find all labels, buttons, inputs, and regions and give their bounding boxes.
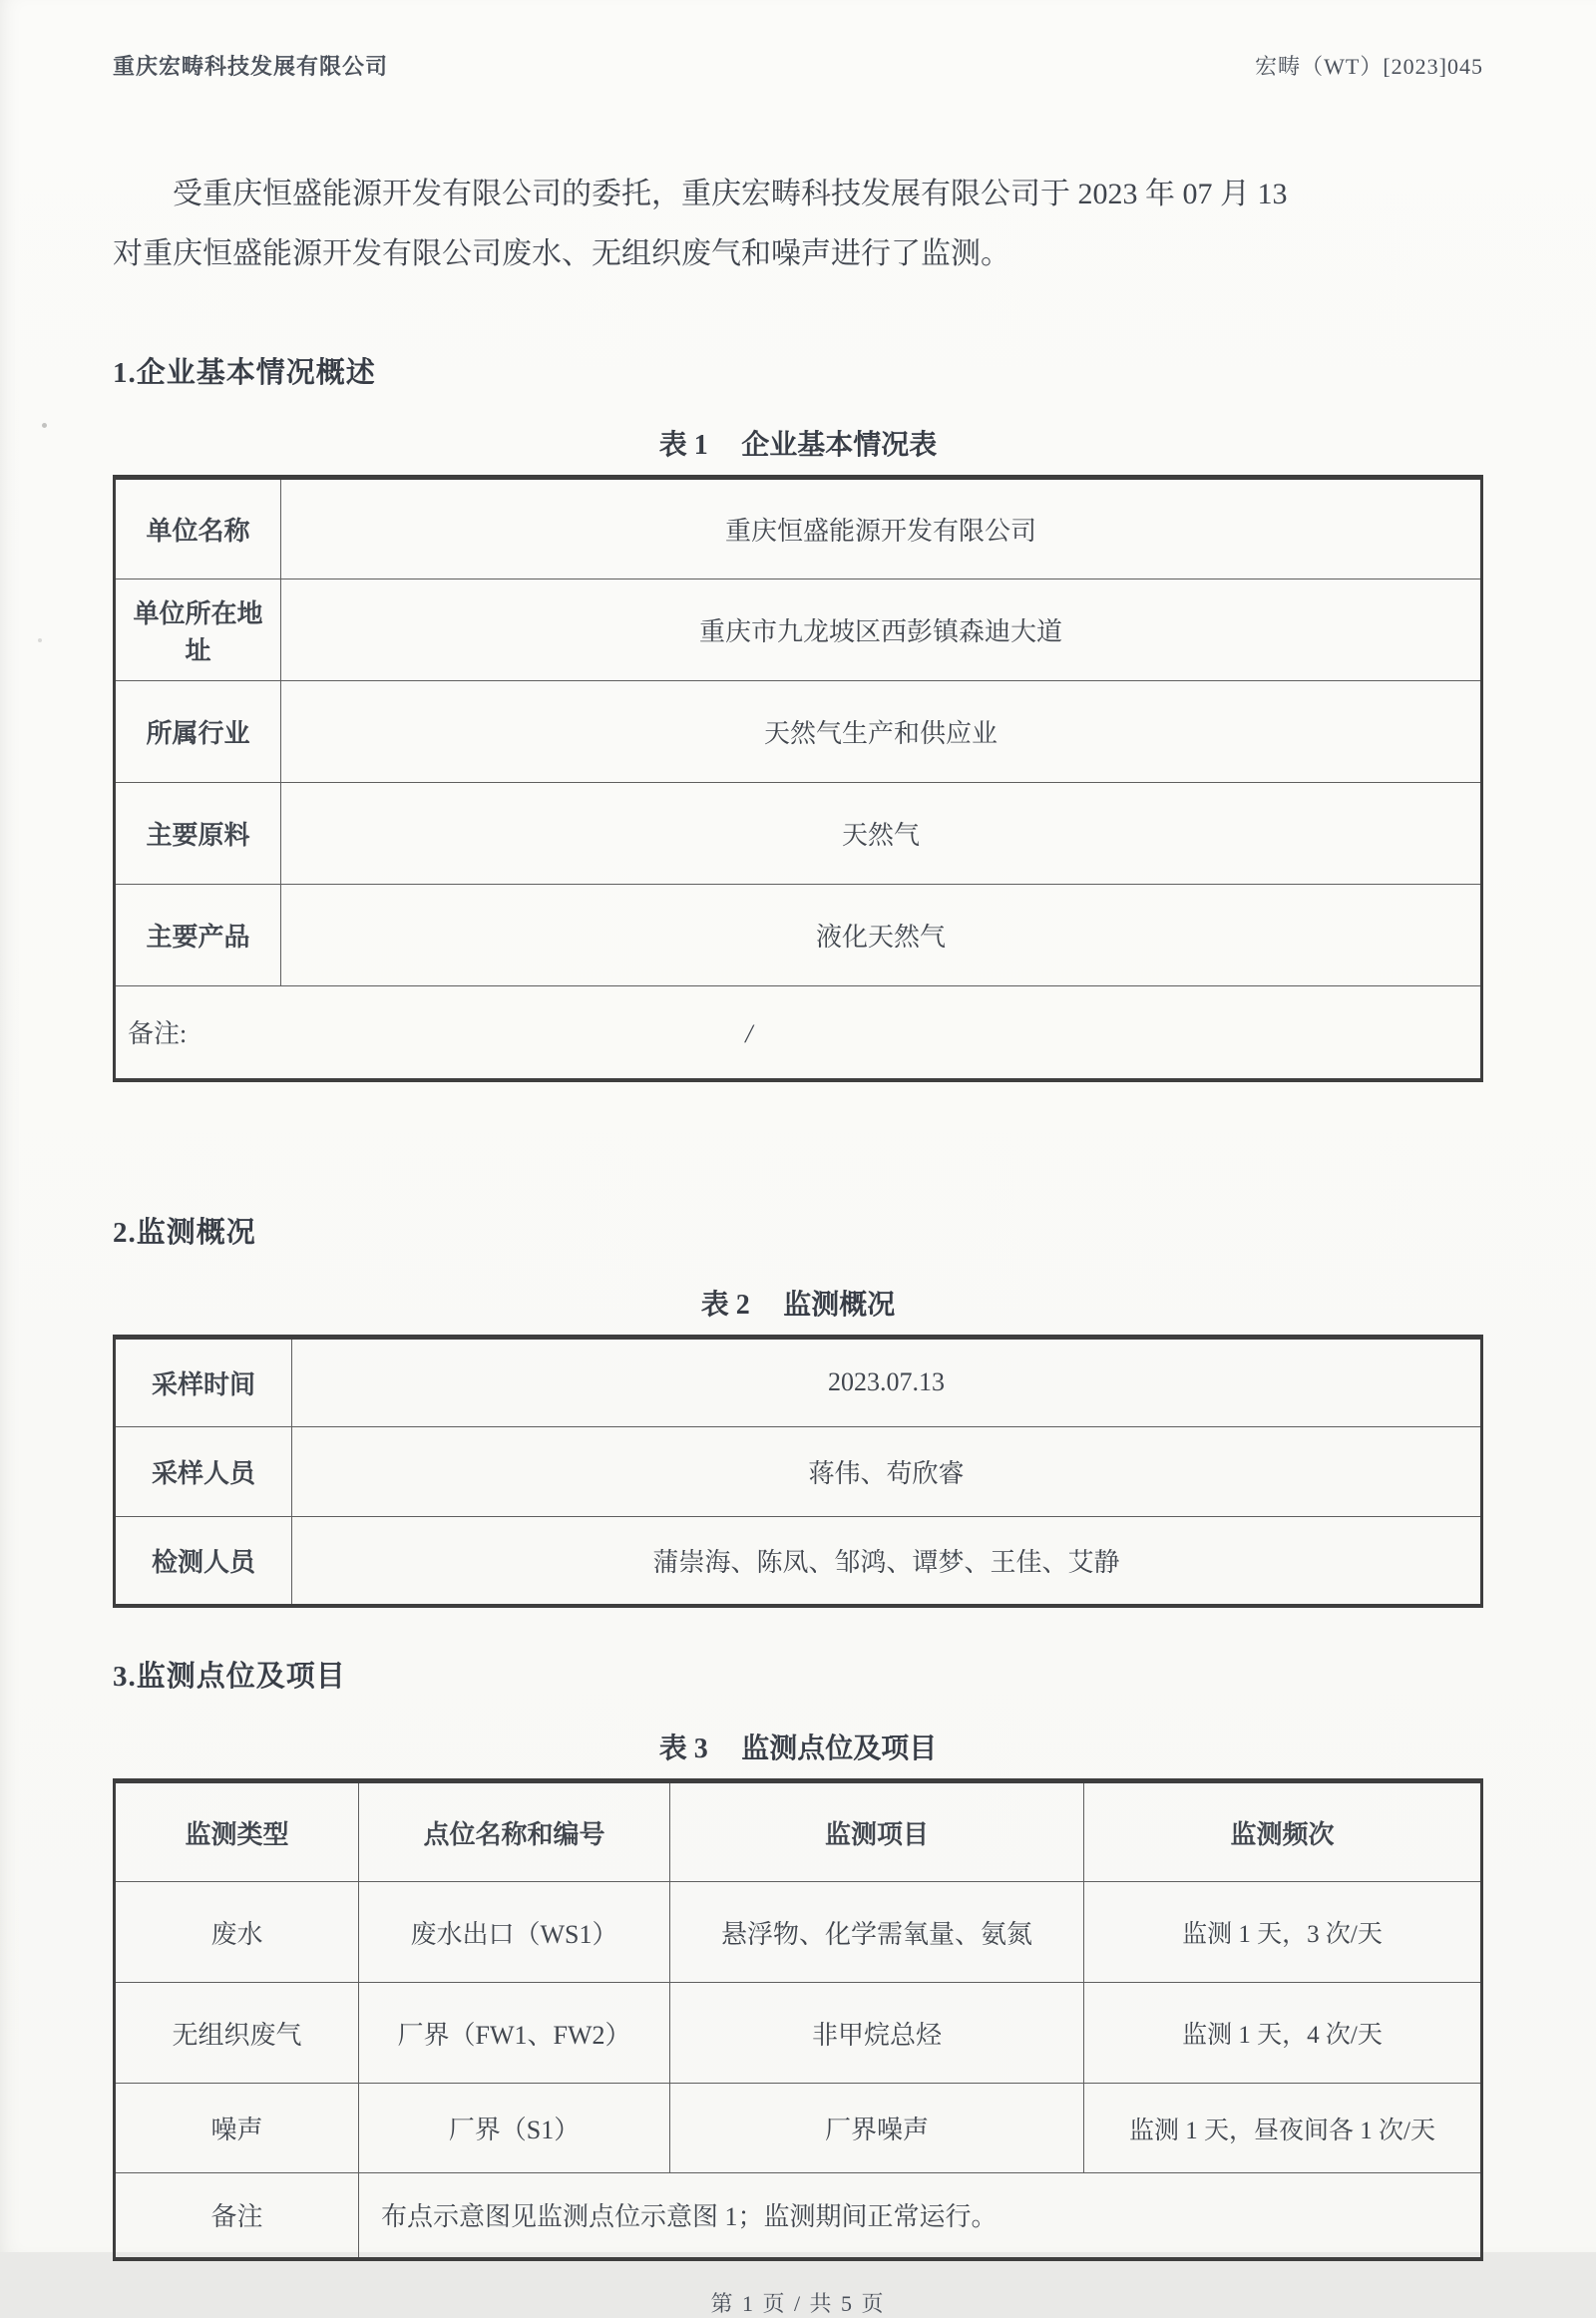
document-header — [113, 0, 1483, 81]
cell-monitor-type: 无组织废气 — [115, 1983, 359, 2084]
table-row — [115, 1882, 1482, 1983]
row-label: 所属行业 — [115, 681, 281, 783]
page-footer: 第 1 页 / 共 5 页 — [710, 2290, 886, 2316]
cell-frequency: 监测 1 天，昼夜间各 1 次/天 — [1084, 2084, 1482, 2173]
remark-cell — [115, 986, 1482, 1080]
section-1-heading: 1.企业基本情况概述 — [113, 357, 376, 389]
table-2-caption — [113, 1283, 1483, 1323]
table-remark-row — [115, 986, 1482, 1080]
header-doc-number: 宏畴（WT）[2023]045 — [1255, 54, 1483, 79]
intro-paragraph — [113, 165, 1483, 284]
scan-speck — [42, 423, 47, 428]
table-3-caption-number: 表 3 — [658, 1734, 708, 1764]
cell-frequency: 监测 1 天，3 次/天 — [1084, 1882, 1482, 1983]
column-header: 监测项目 — [670, 1781, 1084, 1882]
section-2-heading: 2.监测概况 — [113, 1216, 256, 1249]
cell-point-name: 厂界（FW1、FW2） — [359, 1983, 670, 2084]
row-value: 重庆恒盛能源开发有限公司 — [281, 478, 1482, 580]
cell-monitor-type: 噪声 — [115, 2084, 359, 2173]
table-2-caption-title: 监测概况 — [783, 1289, 896, 1321]
table-header-row — [115, 1781, 1482, 1882]
table-row — [115, 1983, 1482, 2084]
table-row — [115, 681, 1482, 783]
cell-monitor-items: 悬浮物、化学需氧量、氨氮 — [670, 1882, 1084, 1983]
table-1-caption — [113, 423, 1483, 463]
remark-label: 备注 — [115, 2173, 359, 2259]
row-label: 主要原料 — [115, 783, 281, 885]
header-company-name: 重庆宏畴科技发展有限公司 — [113, 54, 389, 79]
cell-point-name: 废水出口（WS1） — [359, 1882, 670, 1983]
table-1-caption-number: 表 1 — [658, 430, 708, 461]
cell-frequency: 监测 1 天，4 次/天 — [1084, 1983, 1482, 2084]
cell-monitor-items: 非甲烷总烃 — [670, 1983, 1084, 2084]
row-label: 主要产品 — [115, 885, 281, 986]
cell-monitor-items: 厂界噪声 — [670, 2084, 1084, 2173]
row-label: 检测人员 — [115, 1516, 292, 1606]
row-value: 天然气生产和供应业 — [281, 681, 1482, 783]
column-header: 点位名称和编号 — [359, 1781, 670, 1882]
table-3-points-and-items — [113, 1778, 1483, 2261]
table-row — [115, 478, 1482, 580]
remark-text: 布点示意图见监测点位示意图 1；监测期间正常运行。 — [359, 2173, 1482, 2259]
table-row — [115, 2084, 1482, 2173]
remark-label: 备注: — [128, 1019, 188, 1049]
table-1-company-info — [113, 475, 1483, 1082]
table-row — [115, 1337, 1482, 1426]
table-3-caption — [113, 1727, 1483, 1766]
table-row — [115, 1426, 1482, 1516]
section-3-heading: 3.监测点位及项目 — [113, 1661, 346, 1693]
table-3-caption-title: 监测点位及项目 — [741, 1734, 938, 1764]
table-row — [115, 1516, 1482, 1606]
cell-monitor-type: 废水 — [115, 1882, 359, 1983]
table-1-caption-title: 企业基本情况表 — [741, 430, 938, 461]
row-label: 单位名称 — [115, 478, 281, 580]
column-header: 监测类型 — [115, 1781, 359, 1882]
row-value: 蒋伟、苟欣睿 — [292, 1426, 1482, 1516]
table-2-caption-number: 表 2 — [700, 1289, 750, 1321]
intro-line: 受重庆恒盛能源开发有限公司的委托，重庆宏畴科技发展有限公司于 2023 年 07 月 13 — [173, 178, 1288, 210]
intro-line: 对重庆恒盛能源开发有限公司废水、无组织废气和噪声进行了监测。 — [113, 237, 1010, 270]
table-row — [115, 580, 1482, 681]
table-row — [115, 885, 1482, 986]
table-2-monitoring-overview — [113, 1335, 1483, 1609]
scan-speck — [38, 638, 42, 642]
row-label: 采样人员 — [115, 1426, 292, 1516]
table-row — [115, 783, 1482, 885]
row-label: 单位所在地址 — [115, 580, 281, 681]
row-value: 液化天然气 — [281, 885, 1482, 986]
row-value: 天然气 — [281, 783, 1482, 885]
column-header: 监测频次 — [1084, 1781, 1482, 1882]
row-value: 2023.07.13 — [292, 1337, 1482, 1426]
table-remark-row — [115, 2173, 1482, 2259]
remark-value: / — [745, 1019, 753, 1049]
row-value: 蒲崇海、陈凤、邹鸿、谭梦、王佳、艾静 — [292, 1516, 1482, 1606]
row-label: 采样时间 — [115, 1337, 292, 1426]
cell-point-name: 厂界（S1） — [359, 2084, 670, 2173]
row-value: 重庆市九龙坡区西彭镇森迪大道 — [281, 580, 1482, 681]
